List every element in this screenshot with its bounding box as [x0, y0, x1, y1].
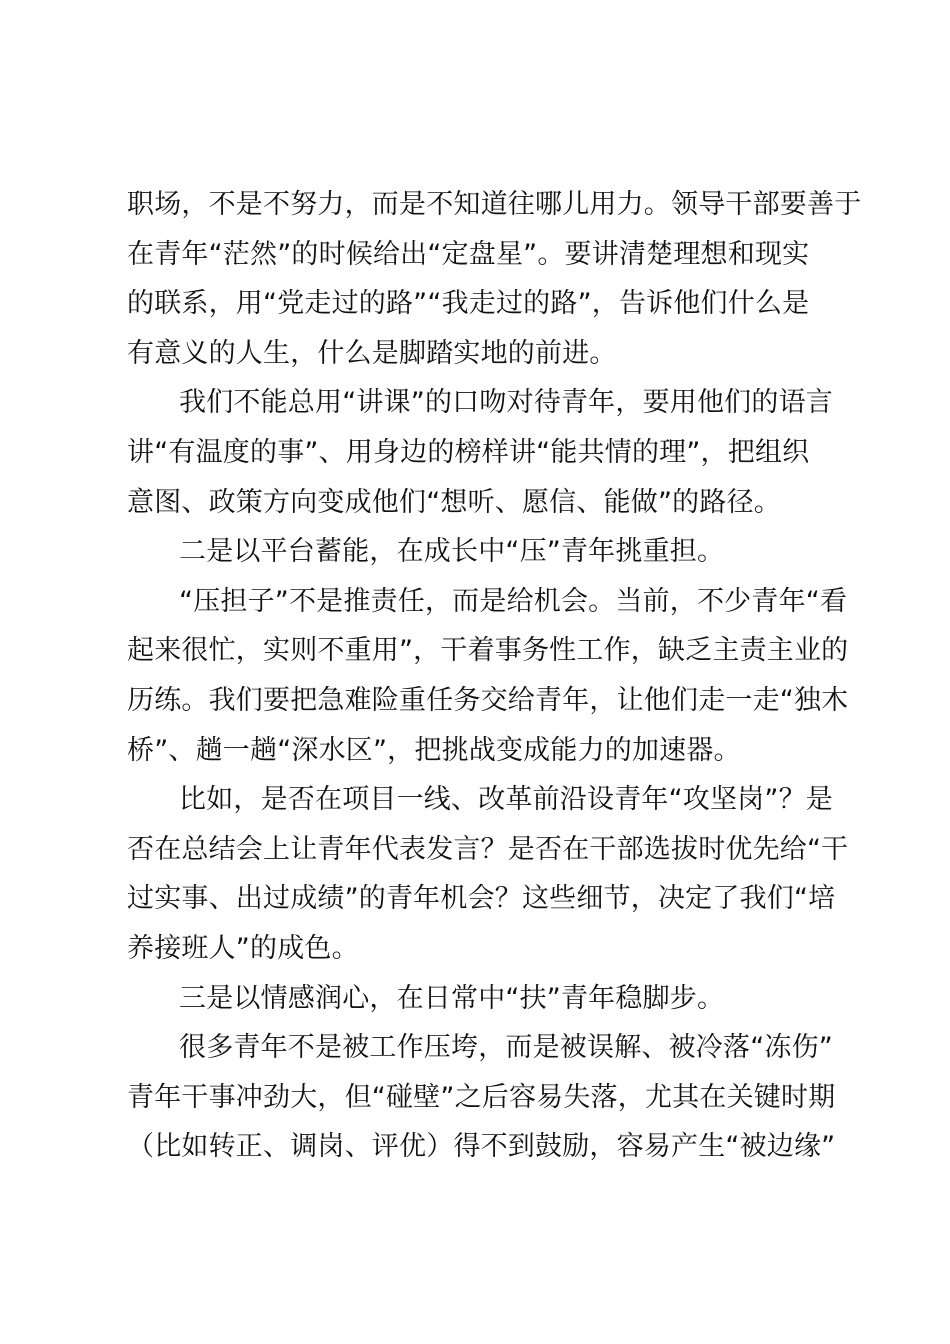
- section-heading: 三是以情感润心，在日常中“扶”青年稳脚步。: [179, 982, 725, 1014]
- text-line: 讲“有温度的事”、用身边的榜样讲“能共情的理”，把组织: [127, 436, 810, 468]
- text-line: 起来很忙，实则不重用”，干着事务性工作，缺乏主责主业的: [127, 635, 849, 667]
- text-line: 职场，不是不努力，而是不知道往哪儿用力。领导干部要善于: [127, 189, 862, 220]
- text-line: 的联系，用“党走过的路”“我走过的路”，告诉他们什么是: [127, 288, 810, 320]
- text-line: 过实事、出过成绩”的青年机会？这些细节，决定了我们“培: [127, 883, 836, 915]
- text-line: 历练。我们要把急难险重任务交给青年，让他们走一走“独木: [127, 684, 849, 716]
- body-text: [127, 180, 862, 1172]
- text-line: 意图、政策方向变成他们“想听、愿信、能做”的路径。: [127, 486, 781, 518]
- text-line: 我们不能总用“讲课”的口吻对待青年，要用他们的语言: [179, 387, 833, 419]
- text-line: 有意义的人生，什么是脚踏实地的前进。: [127, 337, 617, 369]
- text-line: 否在总结会上让青年代表发言？是否在干部选拔时优先给“干: [127, 833, 849, 865]
- text-line: 比如，是否在项目一线、改革前沿设青年“攻坚岗”？是: [179, 784, 833, 816]
- text-line: 青年干事冲劲大，但“碰壁”之后容易失落，尤其在关键时期: [127, 1081, 836, 1113]
- text-line: 桥”、趟一趟“深水区”，把挑战变成能力的加速器。: [127, 734, 741, 766]
- text-line: 养接班人”的成色。: [127, 932, 359, 964]
- section-heading: 二是以平台蓄能，在成长中“压”青年挑重担。: [179, 536, 725, 568]
- text-line: 在青年“茫然”的时候给出“定盘星”。要讲清楚理想和现实: [127, 238, 810, 270]
- text-line: “压担子”不是推责任，而是给机会。当前，不少青年“看: [179, 585, 848, 617]
- text-line: （比如转正、调岗、评优）得不到鼓励，容易产生“被边缘”: [127, 1131, 836, 1163]
- text-line: 很多青年不是被工作压垮，而是被误解、被冷落“冻伤”: [179, 1032, 833, 1064]
